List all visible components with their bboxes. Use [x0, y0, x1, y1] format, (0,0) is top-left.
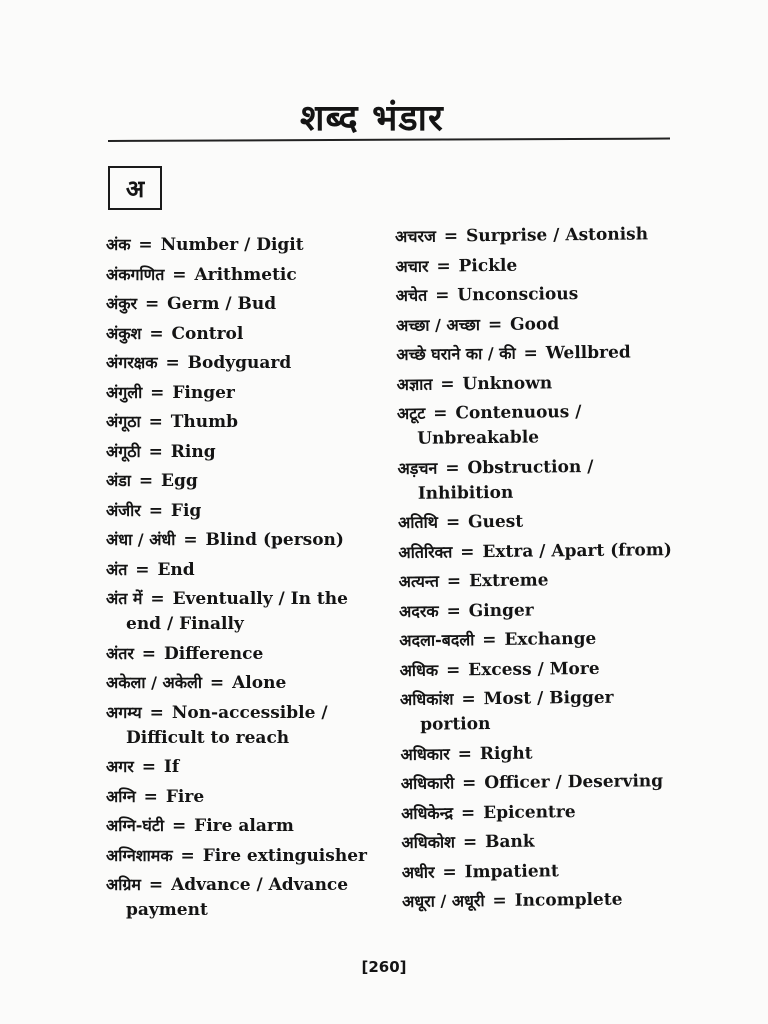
english-meaning: Thumb [170, 412, 239, 432]
hindi-word: अंगुली [106, 382, 143, 402]
vocab-entry [106, 500, 384, 522]
hindi-word: अधिकेन्द्र [401, 802, 454, 823]
equals-sign: = [440, 659, 467, 681]
vocab-entry [106, 559, 384, 581]
equals-sign: = [135, 643, 162, 664]
equals-sign: = [129, 559, 156, 580]
vocab-entry [400, 656, 700, 681]
english-meaning: Officer / Deserving [484, 771, 664, 794]
english-meaning: Difference [163, 643, 264, 664]
english-meaning: Arithmetic [194, 264, 297, 285]
english-meaning: Guest [467, 511, 524, 533]
english-meaning-continuation: portion [420, 714, 491, 735]
english-meaning: Fire alarm [194, 816, 294, 836]
hindi-word: अज्ञात [396, 374, 433, 394]
equals-sign: = [139, 294, 166, 314]
vocab-entry [395, 252, 695, 277]
english-meaning: If [163, 757, 180, 777]
english-meaning-continuation: Unbreakable [417, 427, 540, 449]
vocab-entry [106, 234, 384, 256]
equals-sign: = [132, 235, 159, 255]
equals-sign: = [437, 226, 465, 247]
vocab-entry [106, 874, 384, 921]
hindi-word: अधूरा / अधूरी [401, 891, 485, 911]
equals-sign: = [132, 471, 160, 491]
hindi-word: अंगूठा [106, 412, 141, 431]
hindi-word: अगर [106, 757, 134, 776]
english-meaning: Eventually / In the [172, 589, 348, 609]
english-meaning: Fig [170, 500, 202, 521]
english-meaning: Egg [161, 471, 198, 491]
english-meaning: Extra / Apart (from) [482, 539, 672, 562]
english-meaning: Ring [170, 441, 216, 462]
page-number: [260] [361, 958, 407, 976]
hindi-word: अकेला / अकेली [106, 673, 202, 692]
vocab-entry [106, 845, 384, 867]
english-meaning: Alone [232, 673, 287, 693]
equals-sign: = [177, 530, 204, 550]
english-meaning: Wellbred [545, 342, 631, 364]
equals-sign: = [174, 845, 201, 866]
vocab-entry [106, 264, 384, 286]
vocab-entry [398, 538, 698, 563]
hindi-word: अंक [106, 235, 131, 254]
english-meaning: Contenuous / [455, 402, 582, 424]
vocab-entry [106, 382, 384, 404]
right-column [395, 223, 702, 921]
english-meaning: Excess / More [468, 658, 600, 680]
english-meaning: Advance / Advance [171, 875, 349, 895]
equals-sign: = [427, 403, 454, 424]
vocab-entry [398, 509, 698, 534]
vocab-entry [106, 643, 384, 665]
english-meaning: Epicentre [483, 801, 576, 823]
equals-sign: = [517, 343, 544, 364]
vocab-entry [106, 441, 384, 463]
equals-sign: = [135, 757, 162, 777]
vocab-entry [401, 770, 701, 795]
english-meaning: Unconscious [457, 284, 579, 306]
hindi-word: अंधा / अंधी [106, 530, 176, 549]
vocab-entry [106, 352, 384, 374]
vocab-entry [395, 223, 695, 248]
vocab-entry [106, 411, 384, 433]
equals-sign: = [204, 673, 231, 693]
equals-sign: = [476, 629, 503, 651]
hindi-word: अदला-बदली [399, 630, 475, 650]
page-title: शब्द भंडार [300, 98, 444, 139]
hindi-word: अंगूठी [106, 441, 141, 461]
vocab-entry [106, 529, 384, 551]
english-meaning: Bodyguard [187, 353, 292, 373]
english-meaning: Finger [172, 382, 235, 403]
vocab-entry [106, 323, 384, 345]
equals-sign: = [455, 689, 482, 710]
vocab-entry [397, 400, 697, 450]
hindi-word: अगम्य [106, 702, 142, 722]
english-meaning: Bank [484, 831, 535, 853]
left-column [106, 234, 384, 929]
equals-sign: = [456, 832, 484, 853]
english-meaning: Ginger [468, 600, 534, 621]
equals-sign: = [481, 314, 509, 335]
english-meaning: Right [479, 743, 533, 764]
equals-sign: = [439, 457, 466, 479]
english-meaning: Number / Digit [160, 235, 304, 255]
equals-sign: = [440, 600, 467, 622]
equals-sign: = [456, 773, 483, 794]
equals-sign: = [143, 702, 170, 723]
hindi-word: अचार [395, 256, 429, 276]
hindi-word: अचरज [395, 226, 437, 246]
vocab-entry [397, 454, 697, 504]
equals-sign: = [440, 571, 468, 592]
vocab-entry [396, 311, 696, 336]
equals-sign: = [137, 786, 164, 807]
hindi-word: अधिकारी [400, 773, 455, 793]
hindi-word: अत्यन्त [398, 571, 440, 591]
vocab-entry [401, 829, 701, 854]
hindi-word: अंत में [106, 589, 143, 608]
title-divider [108, 138, 670, 142]
english-meaning: Most / Bigger [483, 687, 614, 710]
hindi-word: अधिकांश [399, 689, 454, 709]
hindi-word: अचेत [395, 285, 428, 305]
hindi-word: अतिथि [398, 512, 439, 532]
hindi-word: अटूट [396, 403, 426, 423]
hindi-word: अंतर [106, 643, 134, 663]
equals-sign: = [436, 861, 463, 883]
english-meaning: Unknown [462, 372, 553, 394]
english-meaning: Good [509, 313, 560, 335]
english-meaning-continuation: payment [126, 900, 208, 920]
vocab-entry [106, 293, 384, 315]
equals-sign: = [451, 743, 478, 764]
hindi-word: अधिक [399, 660, 439, 680]
vocab-entry [399, 568, 699, 593]
english-meaning: Pickle [458, 255, 518, 276]
vocab-entry [397, 370, 697, 395]
english-meaning: Fire [165, 786, 205, 807]
vocab-entry [402, 858, 702, 883]
english-meaning: Blind (person) [205, 530, 344, 550]
hindi-word: अधीर [401, 862, 435, 882]
vocab-entry [399, 597, 699, 622]
hindi-word: अंकुर [106, 294, 138, 313]
equals-sign: = [144, 589, 171, 609]
vocab-entry [106, 756, 384, 778]
equals-sign: = [454, 802, 482, 823]
equals-sign: = [144, 382, 171, 403]
english-meaning-continuation: Inhibition [417, 482, 514, 504]
hindi-word: अदरक [398, 601, 439, 621]
english-meaning: Control [171, 323, 244, 344]
vocab-entry [399, 627, 699, 652]
equals-sign: = [166, 264, 193, 285]
english-meaning: Incomplete [514, 889, 623, 911]
equals-sign: = [486, 890, 513, 912]
equals-sign: = [142, 875, 170, 895]
hindi-word: अधिकार [400, 743, 450, 764]
english-meaning-continuation: end / Finally [126, 614, 244, 634]
vocab-entry [106, 672, 384, 694]
equals-sign: = [454, 541, 481, 562]
equals-sign: = [142, 441, 169, 462]
vocab-entry [396, 341, 696, 366]
english-meaning-continuation: Difficult to reach [126, 727, 290, 748]
english-meaning: Non-accessible / [171, 702, 328, 723]
hindi-word: अंगरक्षक [106, 353, 158, 372]
vocab-entry [402, 888, 702, 913]
vocab-entry [400, 686, 700, 736]
vocab-entry [401, 799, 701, 824]
english-meaning: Extreme [468, 570, 549, 592]
hindi-word: अंकुश [106, 323, 142, 343]
hindi-word: अंडा [106, 471, 131, 490]
equals-sign: = [159, 353, 186, 373]
equals-sign: = [429, 285, 456, 306]
equals-sign: = [434, 373, 461, 395]
hindi-word: अच्छा / अच्छा [395, 314, 481, 335]
english-meaning: Impatient [464, 860, 559, 882]
vocab-entry [400, 740, 700, 765]
hindi-word: अतिरिक्त [398, 541, 453, 562]
english-meaning: Fire extinguisher [202, 845, 367, 866]
hindi-word: अंत [106, 559, 128, 579]
hindi-word: अग्रिम [106, 875, 141, 894]
vocab-entry [106, 815, 384, 837]
equals-sign: = [430, 255, 457, 277]
hindi-word: अड़चन [397, 458, 438, 478]
vocab-entry [106, 588, 384, 635]
hindi-word: अग्नि [106, 786, 136, 806]
hindi-word: अधिकोश [401, 832, 456, 852]
equals-sign: = [142, 412, 169, 432]
equals-sign: = [142, 500, 169, 521]
vocab-entry [106, 786, 384, 808]
section-letter-box: अ [108, 166, 162, 210]
vocab-entry [106, 470, 384, 492]
hindi-word: अग्निशामक [106, 845, 173, 865]
vocab-entry [106, 702, 384, 749]
vocab-entry [396, 282, 696, 307]
hindi-word: अग्नि-घंटी [106, 816, 165, 835]
hindi-word: अंकगणित [106, 264, 165, 284]
english-meaning: Germ / Bud [167, 294, 277, 314]
english-meaning: Surprise / Astonish [465, 224, 649, 247]
equals-sign: = [439, 512, 467, 533]
english-meaning: Obstruction / [467, 456, 594, 478]
equals-sign: = [143, 323, 170, 344]
english-meaning: Exchange [504, 628, 597, 650]
hindi-word: अंजीर [106, 500, 141, 520]
english-meaning: End [157, 559, 195, 580]
equals-sign: = [166, 816, 193, 836]
hindi-word: अच्छे घराने का / की [396, 343, 516, 364]
